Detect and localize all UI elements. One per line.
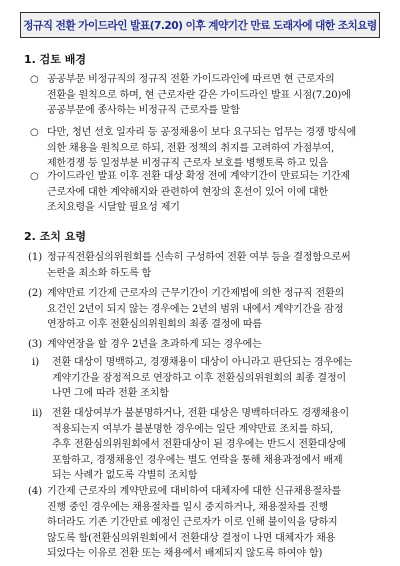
paragraph-competitive-hiring (47, 125, 380, 172)
text-line: 조치요령을 시달할 필요성 제기 (47, 202, 180, 213)
text-line: 추후 전환심의위원회에서 전환대상이 된 경우에는 반드시 전환대상에 (52, 439, 346, 450)
paragraph-contract-extension (47, 286, 380, 333)
text-line: 다만, 청년 선호 일자리 등 공정채용이 보다 요구되는 업무는 경쟁 방식에 (47, 127, 357, 138)
item-number: (4) (28, 486, 43, 497)
paragraph-clear-target (52, 355, 380, 402)
text-line: 전환 대상여부가 불분명하거나, 전환 대상은 명백하더라도 경쟁채용이 (52, 408, 349, 419)
text-line: 전환 대상이 명백하고, 경쟁채용이 대상이 아니라고 판단되는 경우에는 (52, 357, 353, 368)
text-line: 공공부문에 종사하는 비정규직 근로자를 말함 (47, 105, 240, 116)
section-heading-background: 1. 검토 배경 (24, 53, 86, 66)
text-line: 연장하고 이후 전환심의위원회의 최종 결정에 따름 (47, 319, 262, 330)
text-line: 포함하고, 경쟁채용인 경우에는 별도 연락을 통해 채용과정에서 배제 (52, 454, 343, 466)
text-line: 정규직전환심의위원회를 신속히 구성하여 전환 여부 등을 결정함으로써 (47, 252, 351, 263)
paragraph-current-workers (47, 72, 380, 119)
paragraph-guideline-need (47, 169, 380, 216)
text-line: 되었다는 이유로 전환 또는 채용에서 배제되지 않도록 하여야 함) (47, 548, 323, 559)
text-line: 의한 채용을 원칙으로 하되, 전환 정책의 취지를 고려하여 가점부여, (47, 142, 335, 154)
sub-item-number: ⅰ) (32, 357, 40, 368)
text-line: 가이드라인 발표 이후 전환 대상 확정 전에 계약기간이 만료되는 기간제 (47, 171, 351, 182)
document-title: 정규직 전환 가이드라인 발표(7.20) 이후 계약기간 만료 도래자에 대한 조치요령 (23, 19, 377, 32)
paragraph-replacement-hiring (47, 484, 380, 562)
paragraph-unclear-target (52, 406, 380, 484)
section-heading-measures: 2. 조치 요령 (24, 230, 86, 243)
paragraph-committee (47, 250, 380, 281)
text-line: 전환을 원칙으로 하며, 현 근로자란 같은 가이드라인 발표 시점(7.20)에 (47, 89, 351, 101)
item-number: (1) (28, 252, 43, 263)
title-box (20, 12, 380, 38)
text-line: 계약기간을 잠정적으로 연장하고 이후 전환심의위원회의 최종 결정이 (52, 372, 346, 384)
sub-item-number: ⅱ) (32, 408, 43, 419)
bullet-marker: ○ (30, 171, 39, 182)
text-line: 진행 중인 경우에는 채용절차를 일시 중지하거나, 채용절차를 진행 (47, 501, 328, 513)
item-number: (3) (28, 339, 43, 350)
text-line: 계약연장을 할 경우 2년을 초과하게 되는 경우에는 (47, 339, 262, 350)
text-line: 제한경쟁 등 일정부분 비정규직 근로자 보호를 병행토록 하고 있음 (47, 158, 328, 169)
text-line: 적용되는지 여부가 불분명한 경우에는 일단 계약만료 조치를 하되, (52, 423, 333, 435)
text-line: 않도록 함(전환심의위원회에서 전환대상 결정이 나면 대체자가 채용 (47, 532, 336, 544)
paragraph-over-two-years (47, 337, 380, 353)
text-line: 계약만료 기간제 근로자의 근무기간이 기간제법에 의한 정규직 전환의 (47, 288, 344, 299)
text-line: 기간제 근로자의 계약만료에 대비하여 대체자에 대한 신규채용절차를 (47, 486, 341, 497)
text-line: 요건인 2년이 되지 않는 경우에는 2년의 범위 내에서 계약기간을 잠정 (47, 303, 344, 315)
text-line: 근로자에 대한 계약해지와 관련하여 현장의 혼선이 있어 이에 대한 (47, 186, 328, 198)
bullet-marker: ○ (30, 127, 39, 138)
text-line: 나면 그에 따라 전환 조치함 (52, 388, 169, 399)
item-number: (2) (28, 288, 43, 299)
text-line: 되는 사례가 없도록 각별히 조치함 (52, 470, 198, 481)
bullet-marker: ○ (30, 74, 39, 85)
text-line: 논란을 최소화 하도록 함 (47, 267, 152, 279)
text-line: 하더라도 기존 기간만료 예정인 근로자가 이로 인해 불이익을 당하지 (47, 517, 338, 528)
text-line: 공공부문 비정규직의 정규직 전환 가이드라인에 따르면 현 근로자의 (47, 74, 335, 85)
